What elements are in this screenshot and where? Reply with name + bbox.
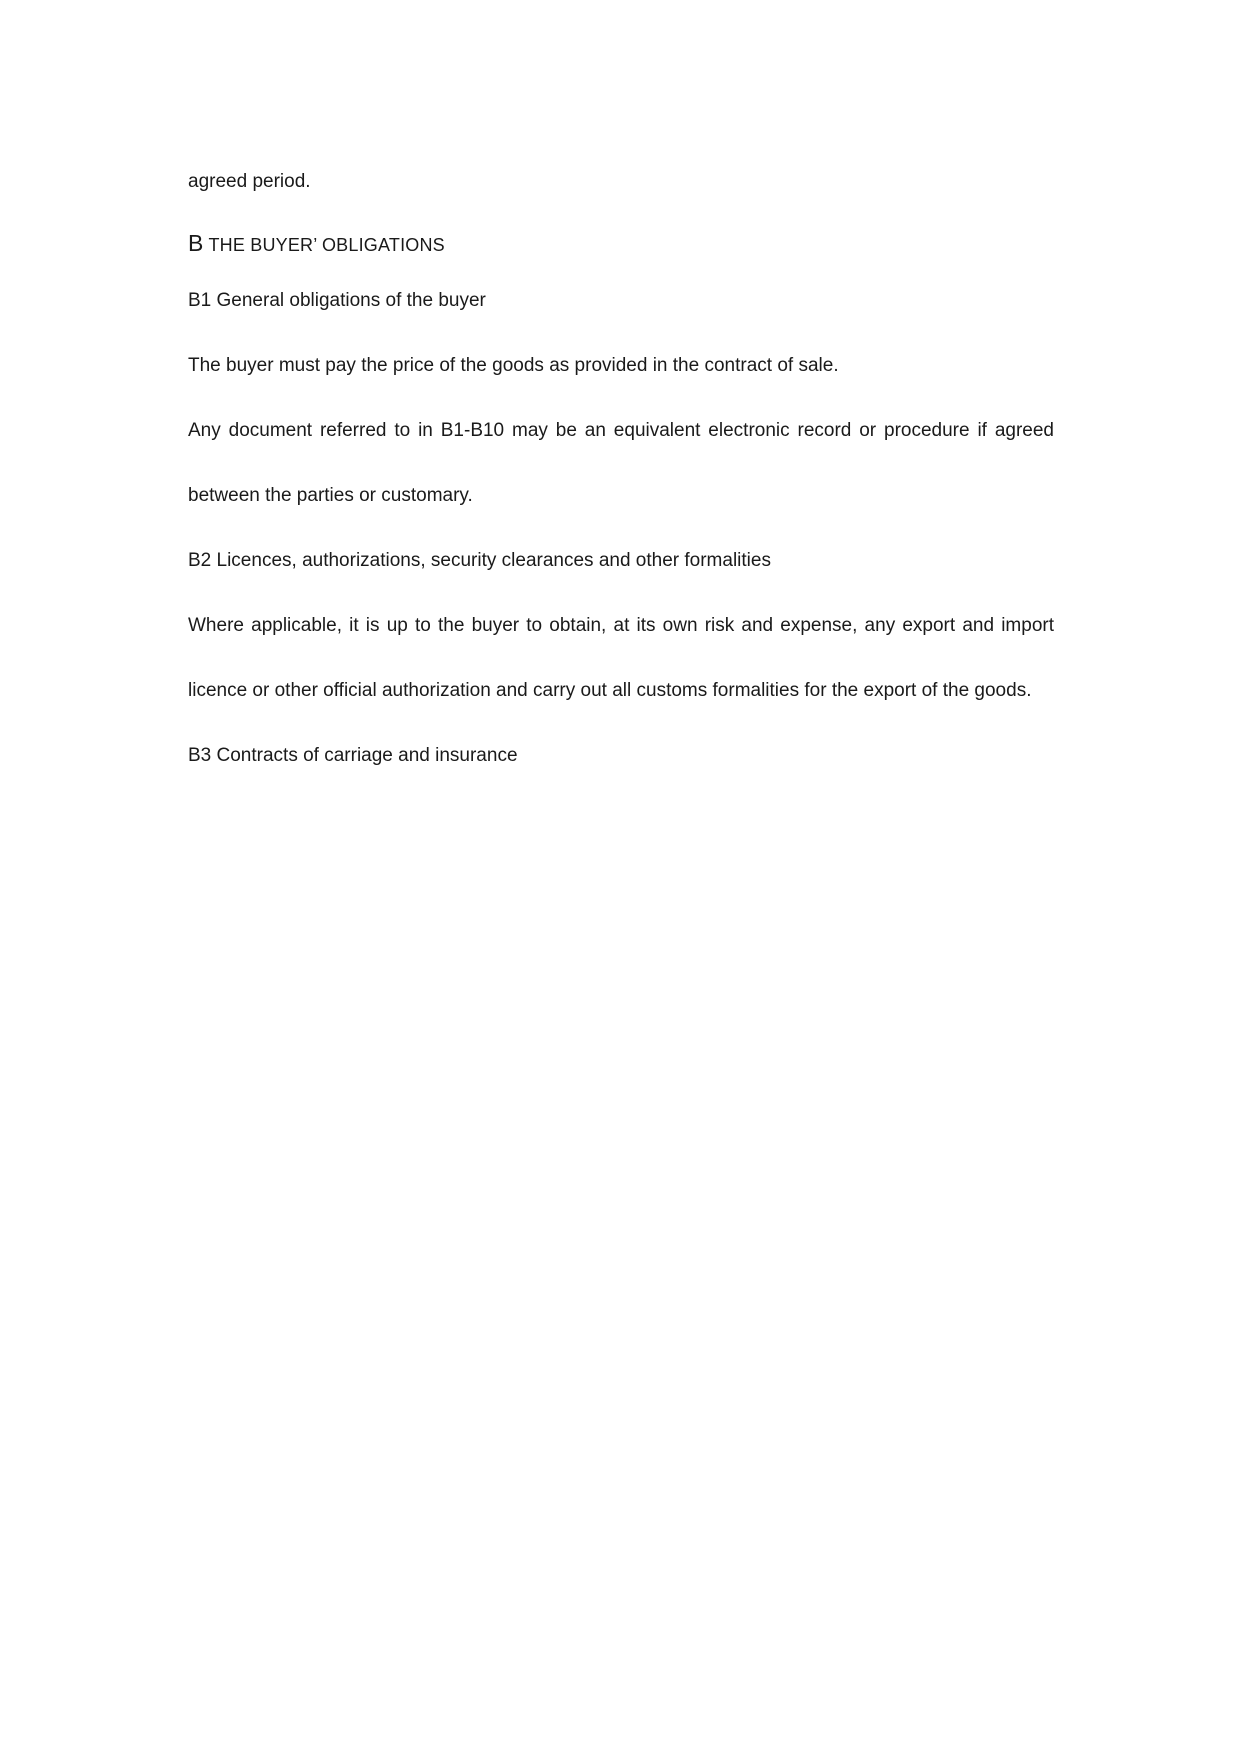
continuation-text: agreed period. <box>188 171 311 192</box>
b2-paragraph-line-1: Where applicable, it is up to the buyer to obtain, at its own risk and expense, any export and import <box>188 615 1054 636</box>
b1-paragraph-2-line-1: Any document referred to in B1-B10 may be an equivalent electronic record or procedure if agreed <box>188 420 1054 441</box>
spacer <box>188 315 1054 352</box>
section-letter: B <box>188 230 204 256</box>
spacer <box>188 575 1054 612</box>
b1-heading: B1 General obligations of the buyer <box>188 290 486 311</box>
b2-paragraph-line-2: licence or other official authorization and carry out all customs formalities for the export of the goods. <box>188 680 1032 701</box>
b1-paragraph-2-line-2: between the parties or customary. <box>188 485 473 506</box>
section-heading <box>188 229 1054 257</box>
spacer <box>188 705 1054 742</box>
document-page <box>188 168 1054 770</box>
spacer <box>188 640 1054 677</box>
spacer <box>188 510 1054 547</box>
b1-paragraph-1: The buyer must pay the price of the goods as provided in the contract of sale. <box>188 355 839 376</box>
section-title: THE BUYER’ OBLIGATIONS <box>208 235 445 255</box>
b2-heading: B2 Licences, authorizations, security clearances and other formalities <box>188 550 771 571</box>
spacer <box>188 445 1054 482</box>
spacer <box>188 196 1054 229</box>
spacer <box>188 380 1054 417</box>
spacer <box>188 257 1054 287</box>
b3-heading: B3 Contracts of carriage and insurance <box>188 745 518 766</box>
